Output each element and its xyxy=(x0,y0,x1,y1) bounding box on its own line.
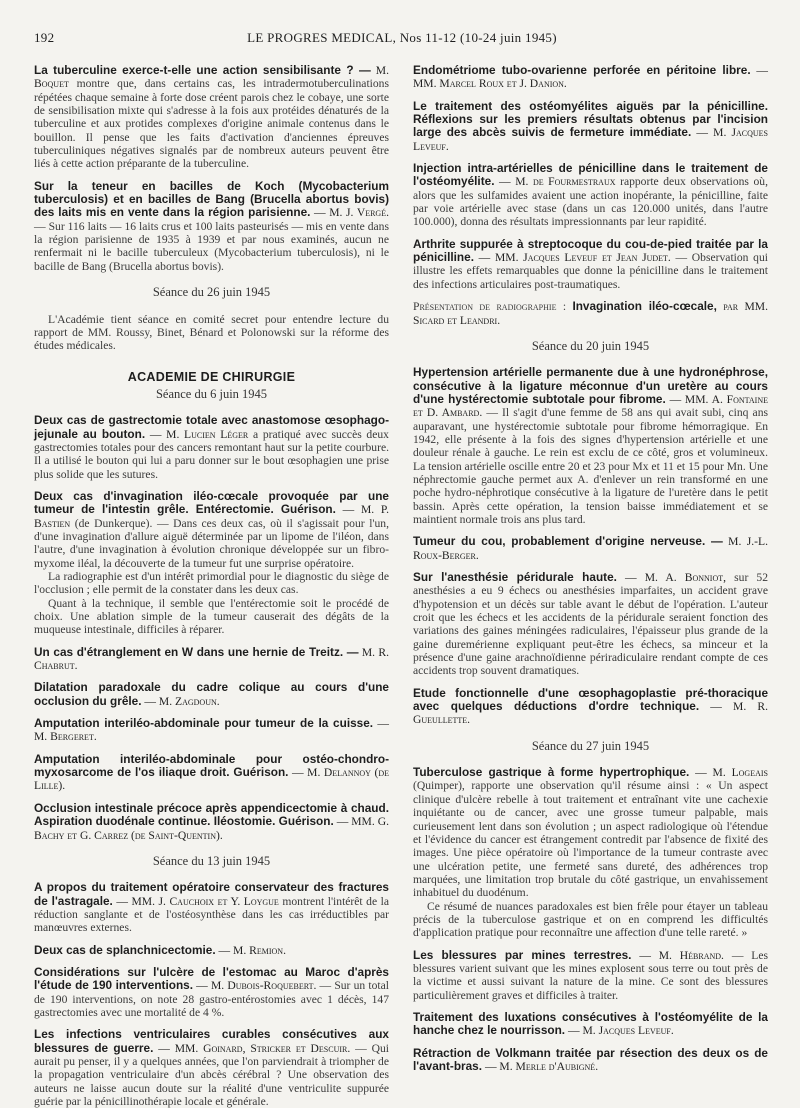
article-title: Rétraction de Volkmann traitée par résection des deux os de l'avant-bras. xyxy=(413,1045,768,1073)
article xyxy=(34,681,389,708)
article-authors: par MM. Sicard et Leandri. xyxy=(413,300,768,327)
article-authors: — M. P. Bastien xyxy=(34,503,389,530)
article-authors: — M. Hébrand. xyxy=(639,948,724,962)
left-column xyxy=(34,63,390,1108)
article-title: Amputation interiléo-abdominale pour tumeur de la cuisse. xyxy=(34,716,374,731)
article xyxy=(413,100,768,153)
article xyxy=(34,944,389,957)
article-body: montrent l'intérêt de la réduction sanglante et de l'ostéosynthèse dans les cas irréductibles par manœuvres externes. xyxy=(34,894,390,935)
article xyxy=(34,490,389,637)
article-title: A propos du traitement opératoire conservateur des fractures de l'astragale. xyxy=(34,880,389,908)
article xyxy=(34,180,389,273)
article-authors: — MM. J. Cauchoix et Y. Loygue xyxy=(116,894,279,908)
article xyxy=(413,64,768,91)
article-body: — Il s'agit d'une femme de 58 ans qui avait subi, cinq ans auparavant, une hystérectomie subtotale pour fibrome hémorragique. En 1942, elle présente à la fois des signes d'hypertension artérielle et une douleur rénale à gauche. Le rein est exclu de ce côté, gros et volumineux. La tension artérielle oscille entre 20 et 23 pour Mx et 11 et 15 pour Mn. Une néphrectomie gauche permet aux A. d'enlever un rein transformé en une poche hydro-néphrotique consécutive à la ligature de l'uretère dans le petit bassin. Après cette opération, la tension baisse immédiatement et se maintient normale trois ans plus tard. xyxy=(413,406,768,526)
article-authors: — M. A. Bonniot, xyxy=(625,571,727,584)
session-heading: Séance du 27 juin 1945 xyxy=(531,738,650,753)
article-authors: — M. Dubois-Roquebert. xyxy=(196,979,317,993)
article-authors: — M. Jacques Leveuf. xyxy=(568,1024,674,1038)
article xyxy=(413,687,768,727)
article xyxy=(413,162,768,229)
session-heading: Séance du 6 juin 1945 xyxy=(155,386,268,401)
article xyxy=(413,300,768,327)
article xyxy=(34,802,389,842)
article xyxy=(413,366,768,526)
article-authors: M. Boquet xyxy=(34,64,389,91)
article-authors: — M. Jacques Leveuf. xyxy=(413,126,768,153)
article-title: Les blessures par mines terrestres. xyxy=(413,947,632,962)
article-authors: — M. Delannoy (de Lille). xyxy=(34,766,389,793)
article-paragraph: La radiographie est d'un intérêt primordial pour le diagnostic du siège de l'occlusion ; elle permit de la constater dans les deux cas. xyxy=(34,570,389,597)
article xyxy=(34,646,389,673)
article-title: Arthrite suppurée à streptocoque du cou-de-pied traitée par la pénicilline. xyxy=(413,236,768,265)
article-title: Occlusion intestinale précoce après appendicectomie à chaud. Aspiration duodénale continue. Iléostomie. Guérison. xyxy=(34,800,389,829)
article xyxy=(34,313,389,353)
article-authors: — M. R. Gueullette. xyxy=(413,700,768,727)
article-lead: Présentation de radiographie : xyxy=(413,300,567,314)
article-title: Traitement des luxations consécutives à l'ostéomyélite de la hanche chez le nourrisson. xyxy=(413,1009,768,1038)
article-authors: M. J.-L. Roux-Berger. xyxy=(413,535,768,562)
session-heading: Séance du 20 juin 1945 xyxy=(531,338,650,353)
article-body: a pratiqué avec succès deux gastrectomies totales pour des cancers remontant haut sur la petite courbure. Il a utilisé le bouton qui lui a paru donner sur le bout œsophagien une prise plus solide que les sutures. xyxy=(34,427,389,481)
article-title: Considérations sur l'ulcère de l'estomac au Maroc d'après l'étude de 190 interventions. xyxy=(34,964,389,993)
article-authors: — M. J. Vergé. xyxy=(314,206,389,220)
article-authors: — MM. G. Bachy et G. Carrez (de Saint-Quentin). xyxy=(34,815,389,842)
article-body: montre que, dans certains cas, les intradermotuberculinations répétées chaque semaine à forte dose créent parois chez le cobaye, une sorte de sensibilisation mixte qui s'adresse à la fois aux protéides dénaturés de la tuberculine et aux protides complexes d'origine animale contenus dans le bouillon. Il pense que les faits d'activation d'anciennes épreuves tuberculiniques négatives signalés par de nombreux auteurs peuvent être liés à cette action préparante de la tuberculine. xyxy=(34,77,389,171)
article-title: Injection intra-artérielles de pénicilline dans le traitement de l'ostéomyélite. xyxy=(413,161,768,189)
article-title: Hypertension artérielle permanente due à une hydronéphrose, consécutive à la ligature méconnue d'un uretère au cours d'une hystérectomie subtotale pour fibrome. xyxy=(413,365,768,406)
article xyxy=(34,1028,389,1108)
page-number: 192 xyxy=(34,30,55,45)
article-title: Tumeur du cou, probablement d'origine nerveuse. — xyxy=(413,534,723,549)
article-title: Endométriome tubo-ovarienne perforée en péritoine libre. xyxy=(413,63,751,77)
article-authors: — M. Lucien Léger xyxy=(149,427,249,441)
article xyxy=(413,1011,768,1038)
page-header xyxy=(34,30,770,50)
article-title: Invagination iléo-cœcale, xyxy=(572,299,717,314)
article xyxy=(34,881,389,934)
article-body: — Les blessures varient suivant que les mines explosent sous terre ou tout près de la victime et aussi suivant la nature de la mine. Ce sont des blessures particulièrement graves et difficiles à traiter. xyxy=(413,948,768,1002)
article-body: (Quimper), rapporte une observation qu'il résume ainsi : « Un aspect clinique d'ulcère rebelle à tout traitement et entraînant vite une cachexie inquiétante ou de cancer, avec une grosse tumeur palpable, mais curieusement lent dans son évolution ; un aspect radiologique où l'étendue et l'évidence du cancer est étrangement contredit par l'absence de fixité des images. Une pièce opératoire où l'importance de la tumeur contraste avec une ulcération petite, une fermeté sans dureté, des adhérences trop marquées, une limitation trop brutale du côté gastrique, un envahissement inhabituel du duodénum. xyxy=(413,779,768,900)
article-body: sur 52 anesthésies a eu 9 échecs ou anesthésies imparfaites, un accident grave d'hypotension et un décès sur table avant le début de l'opération. L'auteur croit que les échecs et les accidents de la péridurale seraient fonction des variations des gaines méningées radiculaires, l'épaisseur plus grande de la gaine duremérienne expliquant peut-être les échecs, sa minceur et la présence d'une gaine arachnoïdienne périradiculaire rendant compte de ces accidents trop souvent dramatiques. xyxy=(413,571,768,678)
article-body: — Sur 116 laits — 16 laits crus et 100 laits pasteurisés — mis en vente dans la région parisienne de 1935 à 1939 et par nous examinés, aucun ne renfermait ni le bacille tuberculeux (Mycobacterium tuberculosis), ni le bacille de Bang (Brucella abortus bovis). xyxy=(34,219,389,273)
article xyxy=(413,1047,768,1074)
article-title: Amputation interiléo-abdominale pour ostéo-chondro-myxosarcome de l'os iliaque droit. Guérison. xyxy=(34,751,389,780)
article-body: L'Académie tient séance en comité secret pour entendre lecture du rapport de MM. Roussy, Binet, Bénard et Polonowski sur la réforme des études médicales. xyxy=(34,312,389,353)
right-column xyxy=(413,64,768,1079)
article-paragraph: Quant à la technique, il semble que l'entérectomie soit le procédé de choix. Une ablation simple de la tumeur causerait des dégâts de la muqueuse intestinale, difficiles à réparer. xyxy=(34,596,389,637)
article-body: — Observation qui illustre les effets remarquables que donne la pénicilline dans le traitement des infections articulaires post-traumatiques. xyxy=(413,251,768,291)
article-authors: — MM. Goinard, Stricker et Descuir. xyxy=(158,1041,351,1055)
article-authors: — M. Logeais xyxy=(695,766,768,780)
section-title: ACADEMIE DE CHIRURGIE xyxy=(127,369,296,384)
journal-title: LE PROGRES MEDICAL, Nos 11-12 (10-24 juin 1945) xyxy=(247,30,557,45)
article xyxy=(34,414,389,481)
article xyxy=(34,966,389,1019)
article-title: Dilatation paradoxale du cadre colique au cours d'une occlusion du grêle. xyxy=(34,680,389,708)
session-heading: Séance du 13 juin 1945 xyxy=(152,853,271,868)
article-title: La tuberculine exerce-t-elle une action sensibilisante ? — xyxy=(34,63,371,77)
article-title: Tuberculose gastrique à forme hypertrophique. xyxy=(413,765,690,780)
article-authors: — MM. A. Fontaine et D. Ambard. xyxy=(413,392,768,420)
article-body: — Qui aurait pu penser, il y a quelques années, que l'on parviendrait à triompher de la propagation ventriculaire d'un abcès cérébral ? Une observation des auteurs ne laisse aucun doute sur la réalité d'une ventriculite suppurée guérie par la pénicillinothérapie locale et générale. xyxy=(34,1041,389,1108)
article xyxy=(34,717,389,744)
article-authors: — MM. Marcel Roux et J. Danion. xyxy=(413,64,768,91)
article-authors: — M. de Fourmestraux xyxy=(499,175,616,189)
article-title: Etude fonctionnelle d'une œsophagoplastie pré-thoracique avec quelques déductions d'ordre technique. xyxy=(413,685,768,714)
article-body: rapporte deux observations où, alors que les sulfamides avaient une action inopérante, la pénicilline, faite par voie artérielle avec stase (dans un cas 120.000 unités, dans l'autre 100.000), donna des résultats impressionnants par leur rapidité. xyxy=(413,175,768,229)
article xyxy=(413,949,768,1002)
article-title: Le traitement des ostéomyélites aiguës par la pénicilline. Réflexions sur les premiers résultats obtenus par l'incision large des abcès suivis de fermeture immédiate. xyxy=(413,98,768,140)
article xyxy=(34,64,389,171)
article xyxy=(413,766,768,939)
article-authors: M. R. Chabrut. xyxy=(34,645,389,673)
article xyxy=(413,535,768,562)
article-body: (de Dunkerque). — Dans ces deux cas, où il s'agissait pour l'un, d'une invagination d'allure aiguë déterminée par un lipome de l'iléon, dans l'autre, d'une invagination à évolution chronique développée sur un fibro-myxome iléal, la découverte de la tumeur fut une surprise opératoire. xyxy=(34,516,389,570)
article-title: Deux cas de gastrectomie totale avec anastomose œsophago-jejunale au bouton. xyxy=(34,413,389,441)
article-title: Sur la teneur en bacilles de Koch (Mycobacterium tuberculosis) et en bacilles de Bang (Brucella abortus bovis) des laits mis en vente dans la région parisienne. xyxy=(34,178,389,220)
session-heading: Séance du 26 juin 1945 xyxy=(152,285,271,300)
article-authors: — M. Zagdoun. xyxy=(144,694,220,708)
article-authors: — MM. Jacques Leveuf et Jean Judet. xyxy=(478,251,671,265)
article-body: — Sur un total de 190 interventions, on note 28 gastro-entérostomies avec 1 décès, 147 gastrectomies avec une mortalité de 4 %. xyxy=(34,979,389,1019)
article xyxy=(413,238,768,291)
article xyxy=(34,753,389,793)
article-title: Un cas d'étranglement en W dans une hernie de Treitz. — xyxy=(34,644,359,659)
article-authors: — M. Remion. xyxy=(218,943,286,957)
article-paragraph: Ce résumé de nuances paradoxales est bien frêle pour étayer un tableau précis de la tuberculose gastrique et on en comprend les difficultés d'application pratique pour reconnaître une affection d'une telle rareté. » xyxy=(413,899,768,940)
article-authors: — M. Bergeret. xyxy=(34,717,390,744)
article-title: Deux cas d'invagination iléo-cœcale provoquée par une tumeur de l'intestin grêle. Entérectomie. Guérison. xyxy=(34,488,389,517)
article-title: Sur l'anesthésie péridurale haute. xyxy=(413,570,617,584)
article xyxy=(413,571,768,678)
article-authors: — M. Merle d'Aubigné. xyxy=(484,1060,599,1073)
article-title: Deux cas de splanchnicectomie. xyxy=(34,942,216,957)
article-title: Les infections ventriculaires curables consécutives aux blessures de guerre. xyxy=(34,1027,389,1055)
